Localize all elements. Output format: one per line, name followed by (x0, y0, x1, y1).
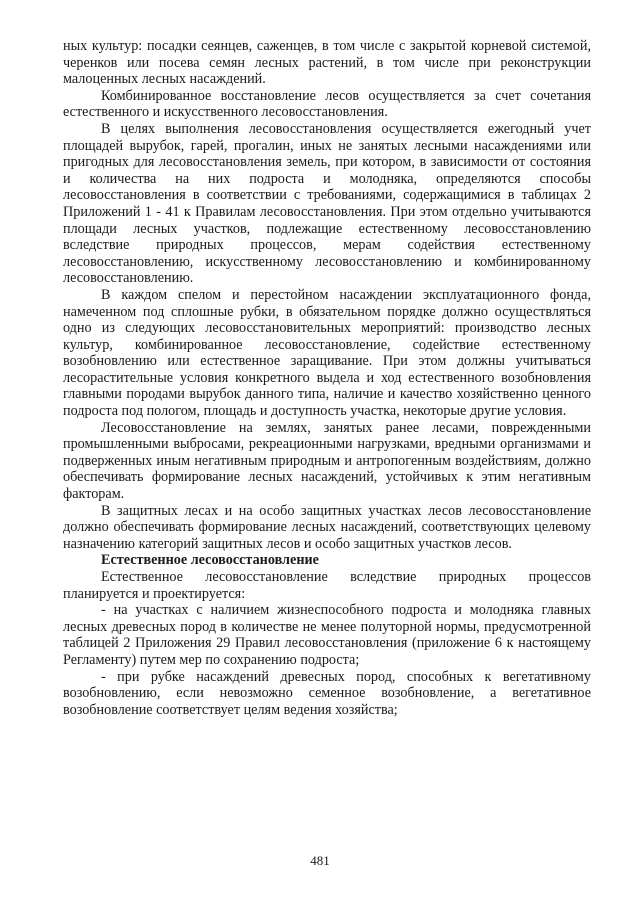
list-item-vegetative: - при рубке насаждений древесных пород, способных к вегетативному возобновлению, если невозможно семенное возобновление, а вегетативное возобновление соответствует целям ведения хозяйства; (63, 668, 591, 718)
paragraph-annual-accounting: В целях выполнения лесовосстановления осуществляется ежегодный учет площадей вырубок, гарей, прогалин, иных не занятых лесными насаждениями или пригодных для лесовосстановления земель, при котором, в зависимости от состояния и количества на них подроста и молодняка, определяются способы лесовосстановления в соответствии с требованиями, содержащимися в таблицах 2 Приложений 1 - 41 к Правилам лесовосстановления. При этом отдельно учитываются площади лесных участков, подлежащие естественному лесовосстановлению вследствие природных процессов, мерам содействия естественному лесовосстановлению, искусственному лесовосстановлению и комбинированному лесовосстановлению. (63, 120, 591, 287)
document-body (63, 38, 591, 718)
page-number: 481 (310, 853, 330, 868)
list-item-undergrowth: - на участках с наличием жизнеспособного подроста и молодняка главных лесных древесных пород в количестве не менее полуторной нормы, предусмотренной таблицей 2 Приложения 29 Правил лесовосстановления (приложение 6 к настоящему Регламенту) путем мер по сохранению подроста; (63, 602, 591, 668)
paragraph-natural-intro: Естественное лесовосстановление вследствие природных процессов планируется и проектируется: (63, 569, 591, 602)
paragraph-damaged-lands: Лесовосстановление на землях, занятых ранее лесами, поврежденными промышленными выбросами, рекреационными нагрузками, вредными организмами и подверженных иным негативным природным и антропогенным воздействиям, должно обеспечивать формирование лесных насаждений, устойчивых к этим негативным факторам. (63, 419, 591, 503)
paragraph-continuation: ных культур: посадки сеянцев, саженцев, в том числе с закрытой корневой системой, черенков или посева семян лесных растений, в том числе при реконструкции малоценных лесных насаждений. (63, 38, 591, 88)
paragraph-protective-forests: В защитных лесах и на особо защитных участках лесов лесовосстановление должно обеспечивать формирование лесных насаждений, соответствующих целевому назначению категорий защитных лесов и особо защитных участков лесов. (63, 502, 591, 552)
section-heading: Естественное лесовосстановление (101, 552, 319, 569)
paragraph-combined-restoration: Комбинированное восстановление лесов осуществляется за счет сочетания естественного и искусственного лесовосстановления. (63, 87, 591, 121)
paragraph-clear-cutting: В каждом спелом и перестойном насаждении эксплуатационного фонда, намеченном под сплошные рубки, в обязательном порядке должно осуществляться одно из следующих лесовосстановительных мероприятий: производство лесных культур, комбинированное лесовосстановление, содействие естественному возобновлению или естественное заращивание. При этом должны учитываться лесорастительные условия конкретного выдела и ход естественного возобновления главными породами вырубок данного типа, наличие и качество хозяйственно ценного подроста под пологом, площадь и доступность участка, некоторые другие условия. (63, 286, 591, 420)
